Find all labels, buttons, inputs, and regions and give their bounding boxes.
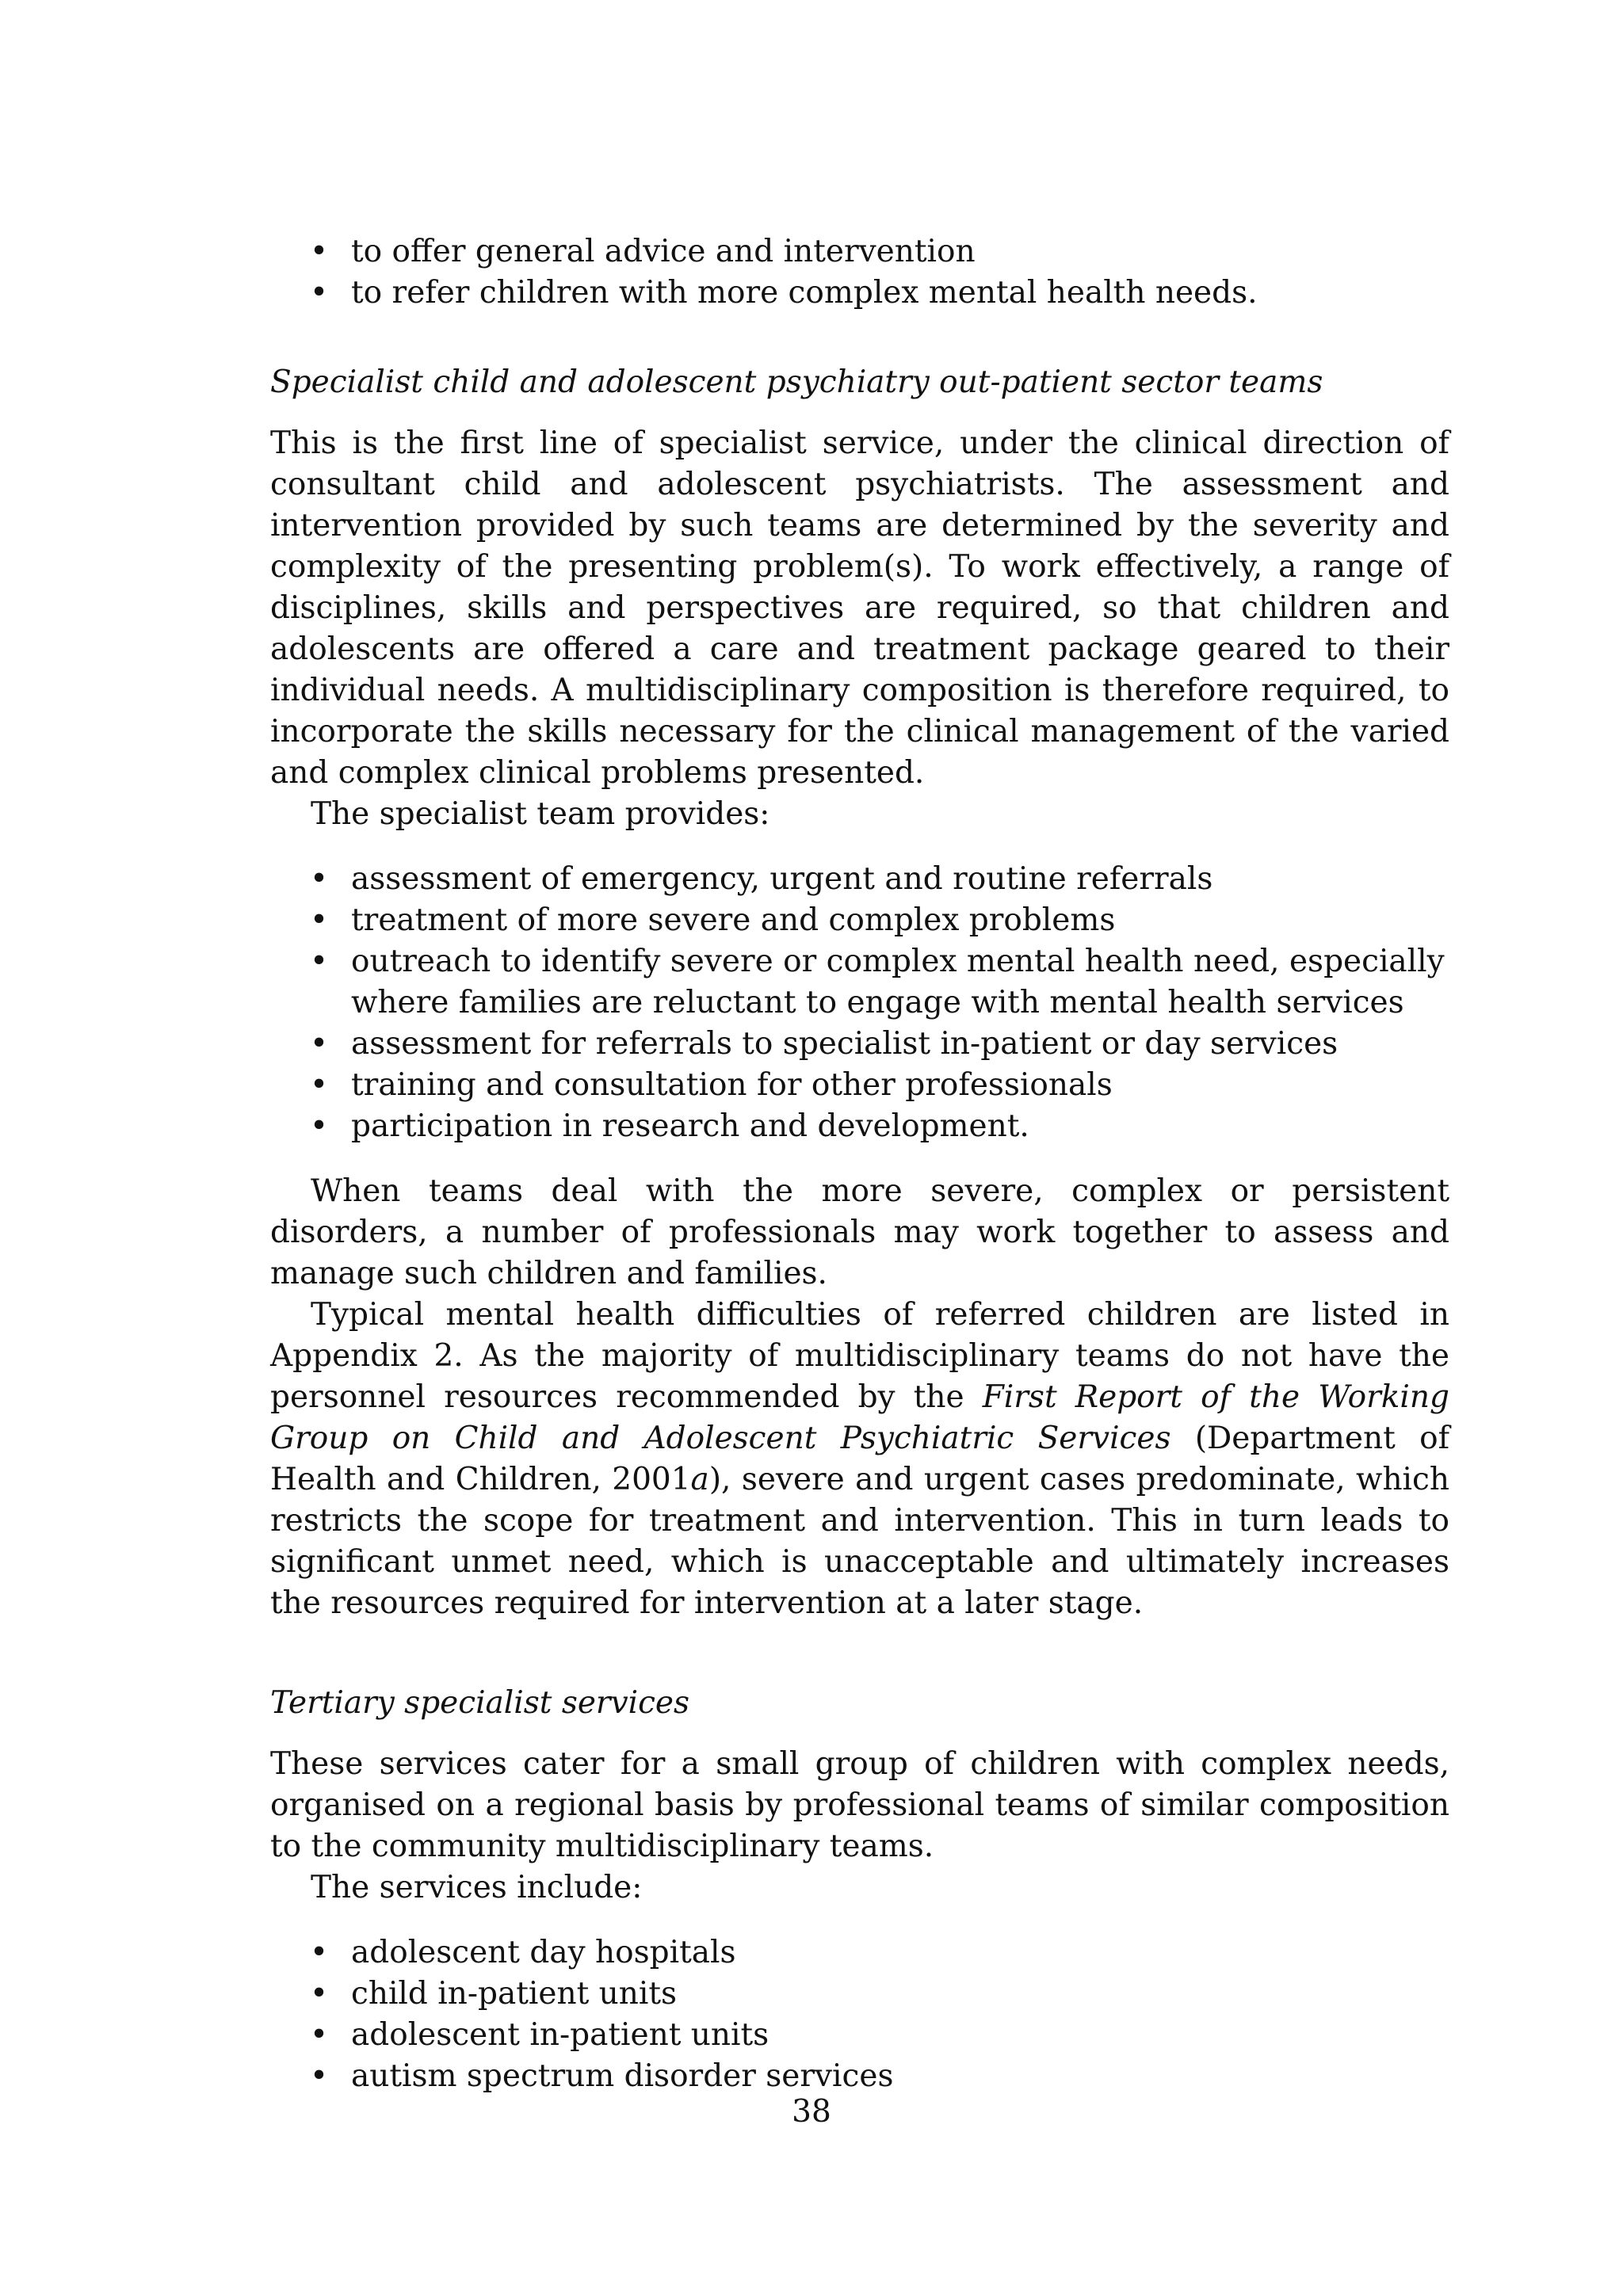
section-heading-tertiary-services: Tertiary specialist services — [270, 1685, 690, 1721]
bullet-icon: • — [310, 944, 329, 979]
bullet-icon: • — [310, 1067, 329, 1103]
bullet-icon: • — [310, 1026, 329, 1062]
bullet-icon: • — [310, 902, 329, 938]
citation-suffix: a — [690, 1462, 709, 1497]
bullet-icon: • — [310, 275, 329, 311]
bullet-icon: • — [310, 234, 329, 269]
bullet-icon: • — [310, 2058, 329, 2094]
paragraph: This is the first line of specialist service, under the clinical direction of consultant child and adolescent psychiatrists. The assessment and intervention provided by such teams are determined by the severity and complexity of the presenting problem(s). To work effectively, a range of disciplines, skills and perspectives are required, so that children and adolescents are offered a care and treatment package geared to their individual needs. A multidisciplinary composition is therefore required, to incorporate the skills necessary for the clinical management of the varied and complex clinical problems presented. — [270, 425, 1449, 791]
list-item: • child in-patient units — [270, 1974, 1449, 2015]
paragraph: These services cater for a small group of children with complex needs, organised on a regional basis by professional teams of similar composition to the community multidisciplinary teams. — [270, 1746, 1449, 1864]
list-item: • to offer general advice and intervention — [270, 231, 1449, 273]
paragraph: The services include: — [311, 1870, 643, 1905]
section-heading-outpatient-teams: Specialist child and adolescent psychiatry out-patient sector teams — [270, 364, 1323, 400]
page-number: 38 — [792, 2094, 831, 2130]
list-item: • assessment for referrals to specialist in-patient or day services — [270, 1024, 1449, 1065]
list-item: • to refer children with more complex mental health needs. — [270, 273, 1449, 314]
list-item: • adolescent in-patient units — [270, 2015, 1449, 2056]
report-title: First Report of the Working Group on Child and Adolescent Psychiatric Services — [270, 1379, 1449, 1456]
paragraph: When teams deal with the more severe, complex or persistent disorders, a number of professionals may work together to assess and manage such children and families. — [270, 1173, 1449, 1291]
bullet-icon: • — [310, 1935, 329, 1970]
list-item: • adolescent day hospitals — [270, 1932, 1449, 1974]
list-item: • treatment of more severe and complex problems — [270, 900, 1449, 941]
list-item: • assessment of emergency, urgent and routine referrals — [270, 859, 1449, 900]
page-body — [270, 231, 1449, 2097]
team-provides-list — [270, 859, 1449, 1147]
bullet-icon: • — [310, 861, 329, 897]
list-item: • autism spectrum disorder services — [270, 2056, 1449, 2097]
list-item: • outreach to identify severe or complex mental health need, especially where families are reluctant to engage with mental health services — [270, 941, 1449, 1024]
bullet-icon: • — [310, 2017, 329, 2053]
services-list — [270, 1932, 1449, 2097]
paragraph: Typical mental health difficulties of referred children are listed in Appendix 2. As the majority of multidisciplinary teams do not have the personnel resources recommended by the First Report of the Working Group on Child and Adolescent Psychiatric Services (Department of Health and Children, 2001a), severe and urgent cases predominate, which restricts the scope for treatment and intervention. This in turn leads to significant unmet need, which is unacceptable and ultimately increases the resources required for intervention at a later stage. — [270, 1297, 1450, 1621]
bullet-icon: • — [310, 1976, 329, 2012]
paragraph: The specialist team provides: — [311, 796, 770, 832]
list-item: • participation in research and development. — [270, 1106, 1449, 1147]
intro-list — [270, 231, 1449, 314]
bullet-icon: • — [310, 1108, 329, 1144]
list-item: • training and consultation for other professionals — [270, 1065, 1449, 1106]
